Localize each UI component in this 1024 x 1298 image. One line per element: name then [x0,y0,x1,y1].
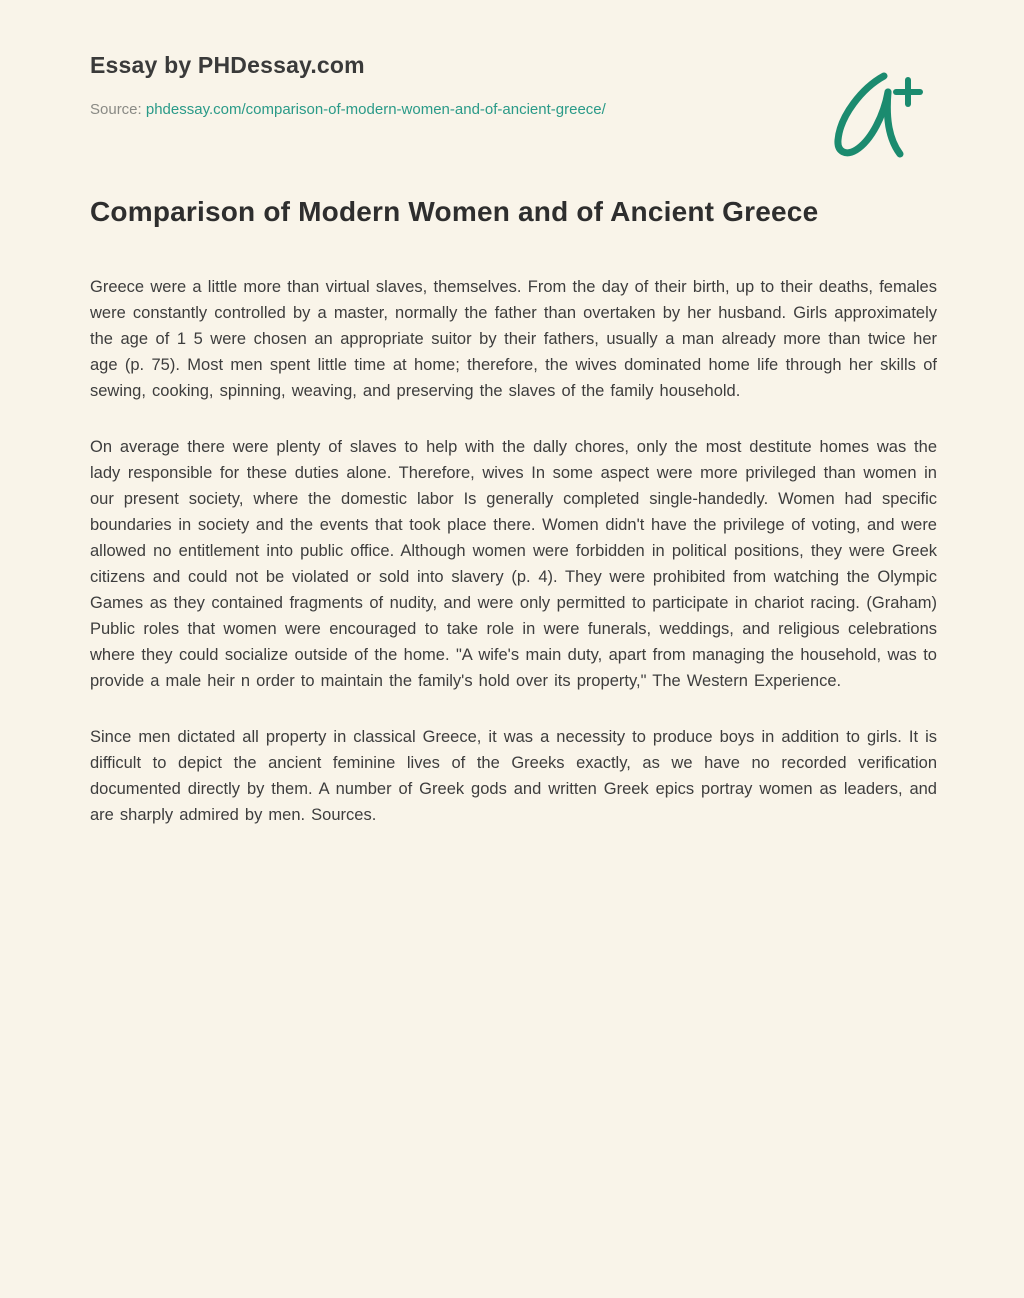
essay-paragraph: Since men dictated all property in classical Greece, it was a necessity to produce boys in addition to girls. It is difficult to depict the ancient feminine lives of the Greeks exactly, as we have no recorded verification documented directly by them. A number of Greek gods and written Greek epics portray women as leaders, and are sharply admired by men. Sources. [90,728,937,824]
essay-byline: Essay by PHDessay.com [90,52,365,78]
essay-paragraph: On average there were plenty of slaves to help with the dally chores, only the most destitute homes was the lady responsible for these duties alone. Therefore, wives In some aspect were more privileged than women in our present society, where the domestic labor Is generally completed single-handedly. Women had specific boundaries in society and the events that took place there. Women didn't have the privilege of voting, and were allowed no entitlement into public office. Although women were forbidden in political positions, they were Greek citizens and could not be violated or sold into slavery (p. 4). They were prohibited from watching the Olympic Games as they contained fragments of nudity, and were only permitted to participate in chariot racing. (Graham) Public roles that women were encouraged to take role in were funerals, weddings, and religious celebrations where they could socialize outside of the home. "A wife's main duty, apart from managing the household, was to provide a male heir n order to maintain the family's hold over its property," The Western Experience. [90,438,937,690]
essay-body [90,274,937,828]
essay-paragraph: Greece were a little more than virtual slaves, themselves. From the day of their birth, up to their deaths, females were constantly controlled by a master, normally the father than overtaken by her husband. Girls approximately the age of 1 5 were chosen an appropriate suitor by their fathers, usually a man already more than twice her age (p. 75). Most men spent little time at home; therefore, the wives dominated home life through her skills of sewing, cooking, spinning, weaving, and preserving the slaves of the family household. [90,278,937,400]
source-link[interactable]: phdessay.com/comparison-of-modern-women-and-of-ancient-greece/ [145,101,606,118]
essay-title: Comparison of Modern Women and of Ancient Greece [90,196,819,227]
source-line [90,101,937,118]
source-label: Source: [90,101,142,118]
